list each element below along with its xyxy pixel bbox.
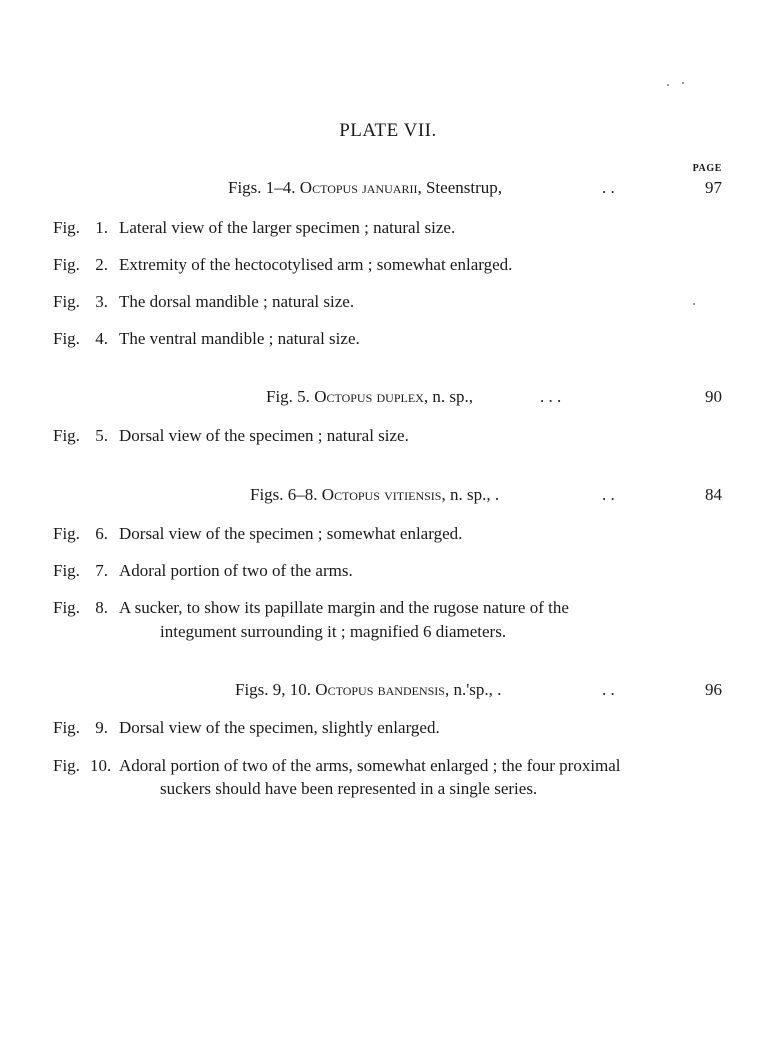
group-heading: Fig. 5. Octopus duplex, n. sp., — [266, 387, 473, 406]
fig-number: 3. — [95, 292, 108, 311]
fig-number: 9. — [95, 718, 108, 737]
fig-description: The dorsal mandible ; natural size. — [119, 292, 355, 311]
fig-description: Dorsal view of the specimen ; somewhat enlarged. — [119, 524, 463, 543]
fig-description: Extremity of the hectocotylised arm ; somewhat enlarged. — [119, 255, 513, 274]
fig-number: 5. — [95, 426, 108, 445]
plate-title: PLATE VII. — [339, 120, 437, 141]
fig-label: Fig. — [53, 292, 80, 311]
print-speck — [682, 82, 684, 84]
page-number: 84 — [705, 485, 722, 504]
fig-number: 1. — [95, 218, 108, 237]
fig-description: Dorsal view of the specimen ; natural size. — [119, 426, 409, 445]
group-heading: Figs. 9, 10. Octopus bandensis, n.'sp., . — [235, 680, 502, 699]
fig-label: Fig. — [53, 561, 80, 580]
fig-label: Fig. — [53, 218, 80, 237]
fig-label: Fig. — [53, 524, 80, 543]
print-speck — [693, 303, 695, 305]
fig-number: 2. — [95, 255, 108, 274]
leader-dots: . . — [602, 485, 615, 504]
page-column-header: PAGE — [692, 163, 722, 174]
fig-number: 4. — [95, 329, 108, 348]
fig-description: Dorsal view of the specimen, slightly enlarged. — [119, 718, 440, 737]
leader-dots: . . — [602, 178, 615, 197]
fig-number: 10. — [90, 756, 112, 775]
page-number: 97 — [705, 178, 722, 197]
group-heading: Figs. 1–4. Octopus januarii, Steenstrup, — [228, 178, 502, 197]
fig-label: Fig. — [53, 598, 80, 617]
fig-description: Adoral portion of two of the arms. — [119, 561, 353, 580]
fig-description: Lateral view of the larger specimen ; natural size. — [119, 218, 456, 237]
fig-number: 7. — [95, 561, 108, 580]
fig-description: A sucker, to show its papillate margin and the rugose nature of the — [119, 598, 569, 617]
fig-description-continued: integument surrounding it ; magnified 6 diameters. — [160, 622, 507, 641]
fig-number: 8. — [95, 598, 108, 617]
leader-dots: . . — [602, 680, 615, 699]
fig-label: Fig. — [53, 718, 80, 737]
fig-description: The ventral mandible ; natural size. — [119, 329, 360, 348]
print-speck — [667, 84, 669, 86]
fig-description-continued: suckers should have been represented in a single series. — [160, 779, 538, 798]
page-number: 96 — [705, 680, 722, 699]
fig-label: Fig. — [53, 255, 80, 274]
fig-label: Fig. — [53, 426, 80, 445]
group-heading: Figs. 6–8. Octopus vitiensis, n. sp., . — [250, 485, 500, 504]
fig-number: 6. — [95, 524, 108, 543]
leader-dots: . . . — [540, 387, 562, 406]
fig-label: Fig. — [53, 329, 80, 348]
fig-description: Adoral portion of two of the arms, somewhat enlarged ; the four proximal — [119, 756, 621, 775]
page-number: 90 — [705, 387, 722, 406]
fig-label: Fig. — [53, 756, 80, 775]
